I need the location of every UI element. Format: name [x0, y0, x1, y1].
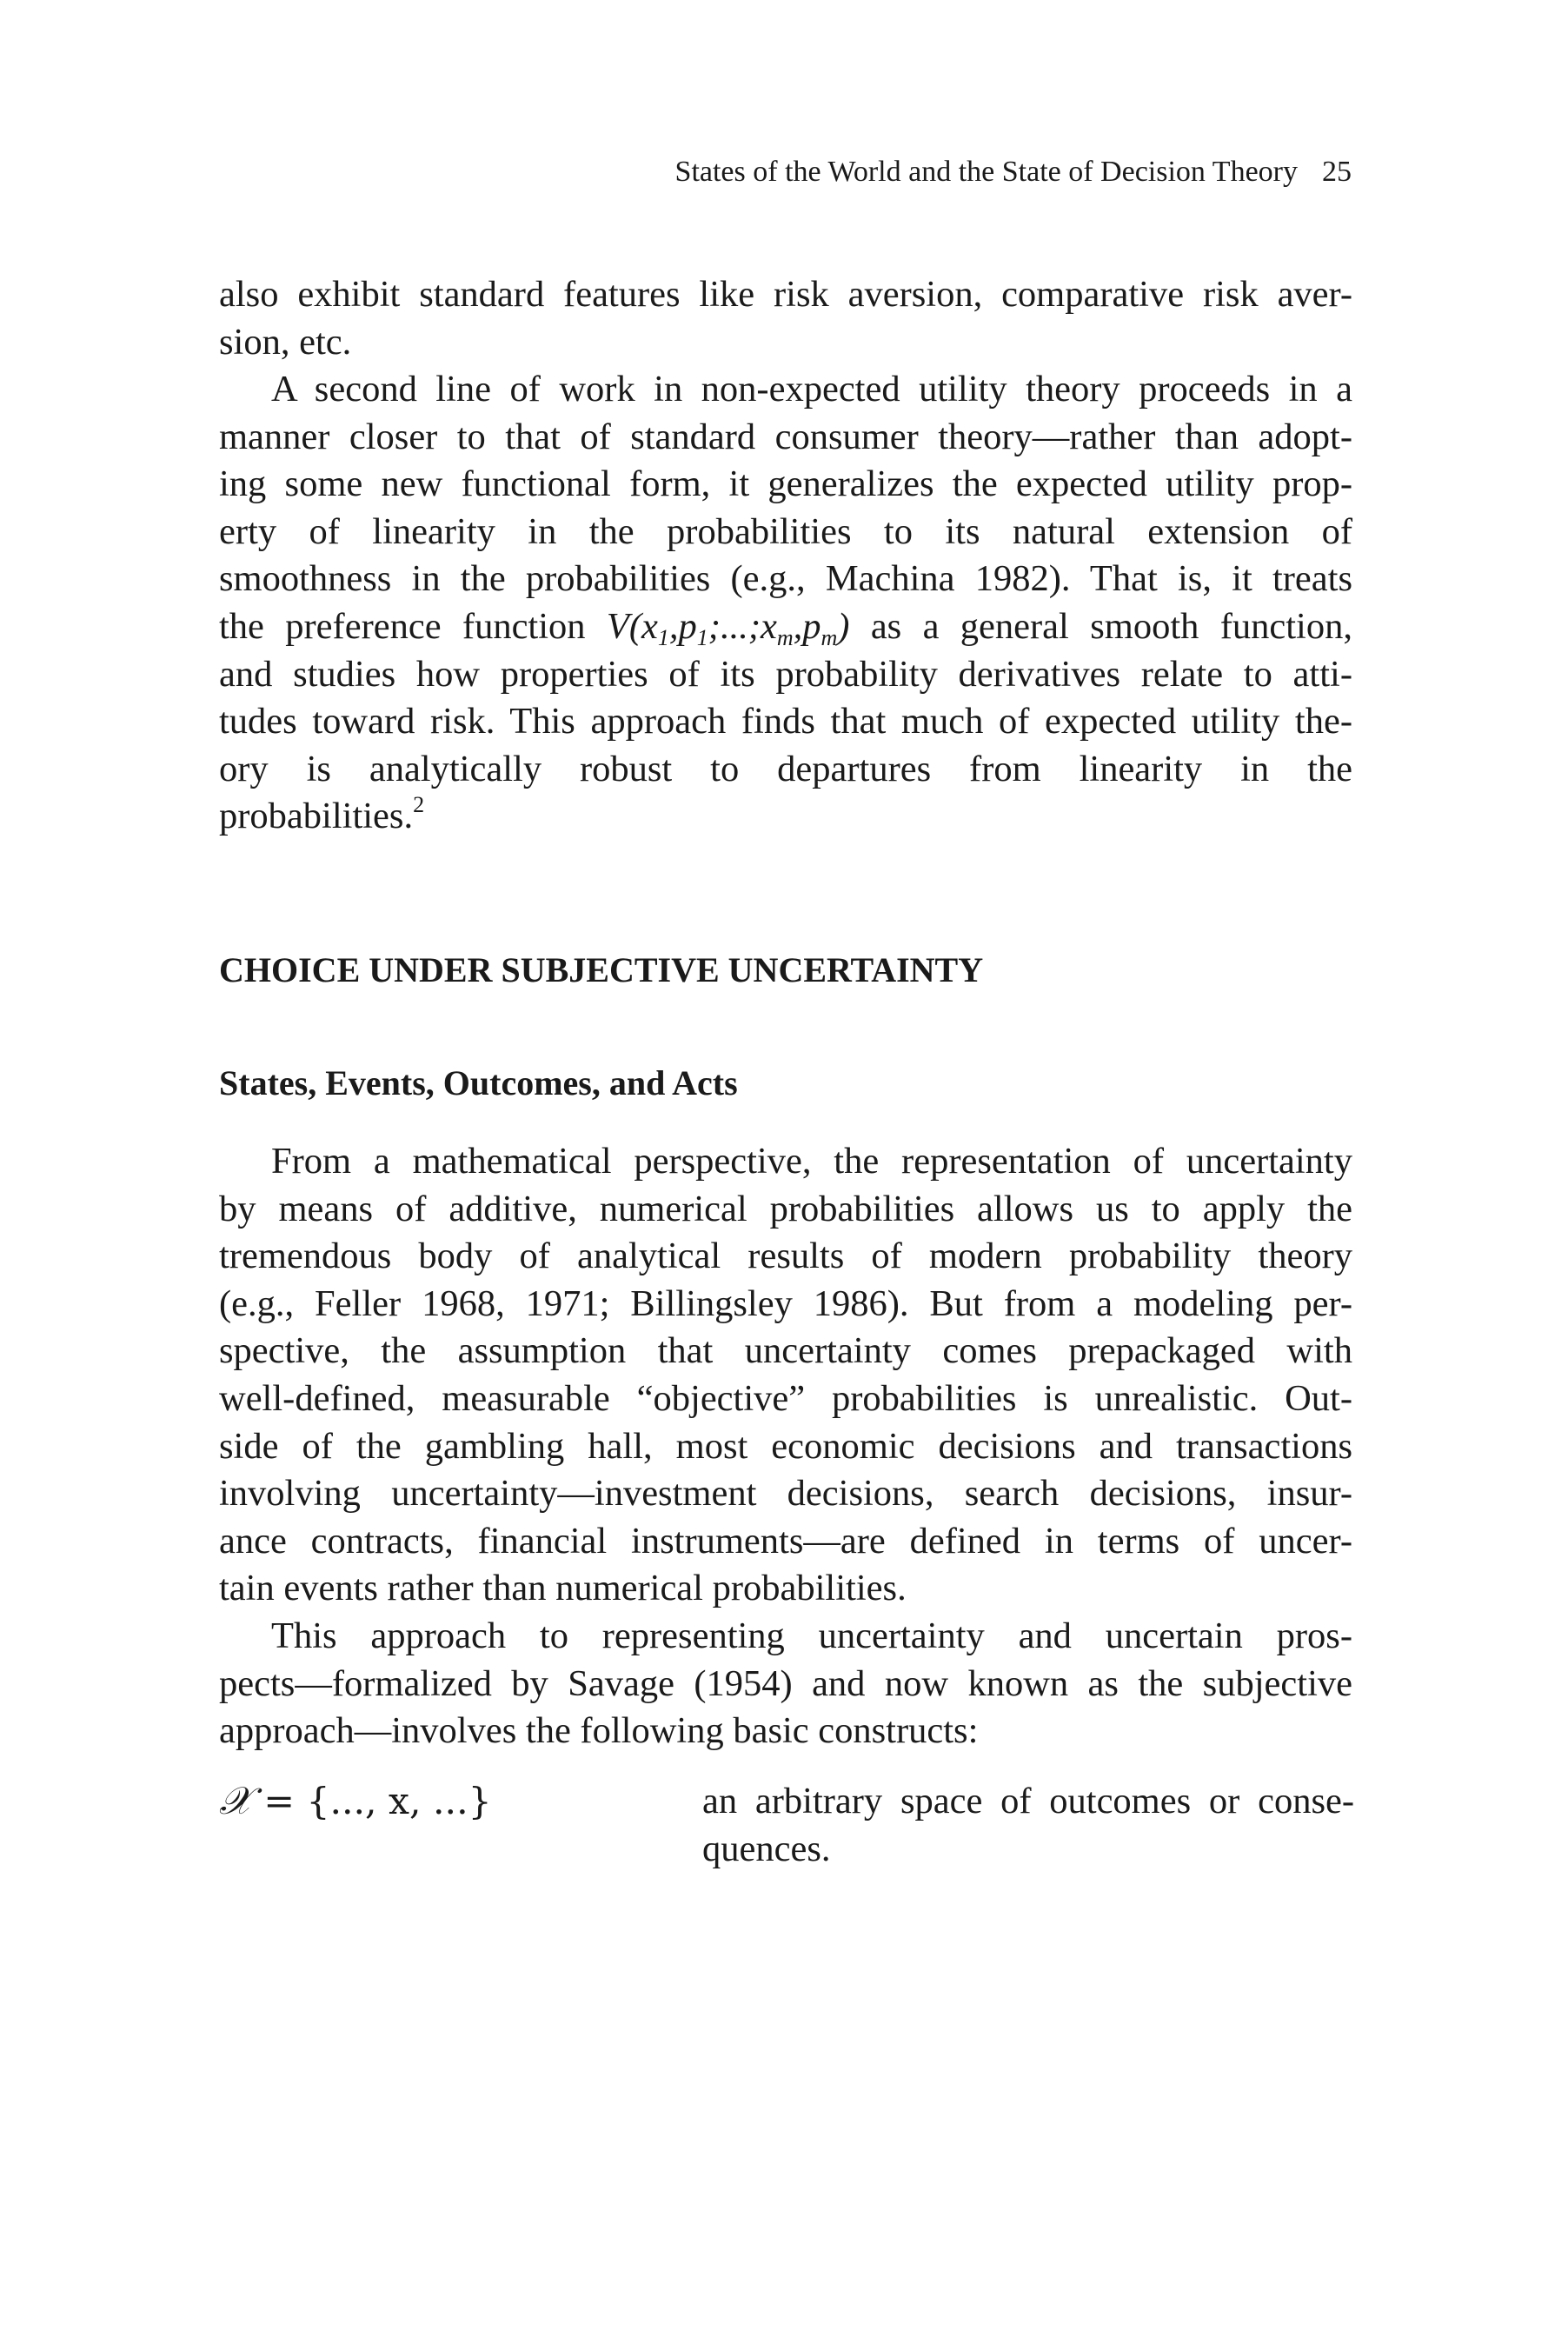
text-line: also exhibit standard features like risk aversion, comparative risk aver-: [219, 274, 1352, 315]
page-number: 25: [1322, 156, 1352, 188]
text-line: This approach to representing uncertainty and uncertain pros-: [271, 1615, 1352, 1656]
text-line: ing some new functional form, it generalizes the expected utility prop-: [219, 463, 1352, 505]
outcome-space-symbol: [219, 1778, 492, 1827]
text-line: A second line of work in non-expected utility theory proceeds in a: [271, 369, 1352, 410]
paragraph-continuation: [219, 271, 1352, 366]
formula-line: the preference function $V(x_1,p_1;...;x_m,p_m)$ as a general smooth function,: [219, 605, 1352, 650]
text-line: side of the gambling hall, most economic decisions and transactions: [219, 1425, 1352, 1467]
text-line: smoothness in the probabilities (e.g., Machina 1982). That is, it treats: [219, 558, 1352, 600]
text-line: tremendous body of analytical results of modern probability theory: [219, 1235, 1352, 1277]
set-expression: = {..., x, ...}: [251, 1781, 492, 1823]
paragraph-mathematical-perspective: [219, 1138, 1352, 1613]
text-line: From a mathematical perspective, the representation of uncertainty: [271, 1141, 1352, 1182]
preference-function: $V(x_1,p_1;...;x_m,p_m)$: [606, 605, 850, 650]
text-line: tudes toward risk. This approach finds that much of expected utility the-: [219, 701, 1352, 743]
paragraph-nonexpected-utility: [219, 366, 1352, 841]
text-line: by means of additive, numerical probabilities allows us to apply the: [219, 1188, 1352, 1229]
text-line: (e.g., Feller 1968, 1971; Billingsley 1986). But from a modeling per-: [219, 1282, 1352, 1324]
text-line: quences.: [702, 1828, 831, 1869]
text-line: ory is analytically robust to departures from linearity in the: [219, 748, 1352, 789]
script-x-symbol: 𝒳: [219, 1779, 252, 1823]
outcome-space-description: [702, 1778, 1354, 1873]
text-line: and studies how properties of its probability derivatives relate to atti-: [219, 653, 1352, 695]
text-line: probabilities.$^2$: [219, 792, 425, 837]
running-head: [522, 153, 1352, 191]
text-line: an arbitrary space of outcomes or conse-: [702, 1781, 1354, 1822]
text-line: spective, the assumption that uncertainty comes prepackaged with: [219, 1330, 1352, 1372]
text-line: tain events rather than numerical probabilities.: [219, 1568, 907, 1609]
subsection-heading: States, Events, Outcomes, and Acts: [219, 1063, 738, 1102]
text-line: sion, etc.: [219, 321, 352, 363]
text-line: involving uncertainty—investment decisions, search decisions, insur-: [219, 1473, 1352, 1515]
footnote-reference[interactable]: 2: [413, 792, 425, 818]
text-line: approach—involves the following basic constructs:: [219, 1710, 979, 1752]
text-line: well-defined, measurable “objective” probabilities is unrealistic. Out-: [219, 1377, 1352, 1419]
section-heading: CHOICE UNDER SUBJECTIVE UNCERTAINTY: [219, 950, 984, 989]
paragraph-subjective-approach: [219, 1613, 1352, 1755]
running-title: States of the World and the State of Decision Theory: [674, 156, 1298, 188]
text-line: erty of linearity in the probabilities to its natural extension of: [219, 510, 1352, 552]
text-line: ance contracts, financial instruments—are defined in terms of uncer-: [219, 1520, 1352, 1562]
text-line: pects—formalized by Savage (1954) and now known as the subjective: [219, 1662, 1352, 1704]
text-line: manner closer to that of standard consumer theory—rather than adopt-: [219, 416, 1352, 457]
